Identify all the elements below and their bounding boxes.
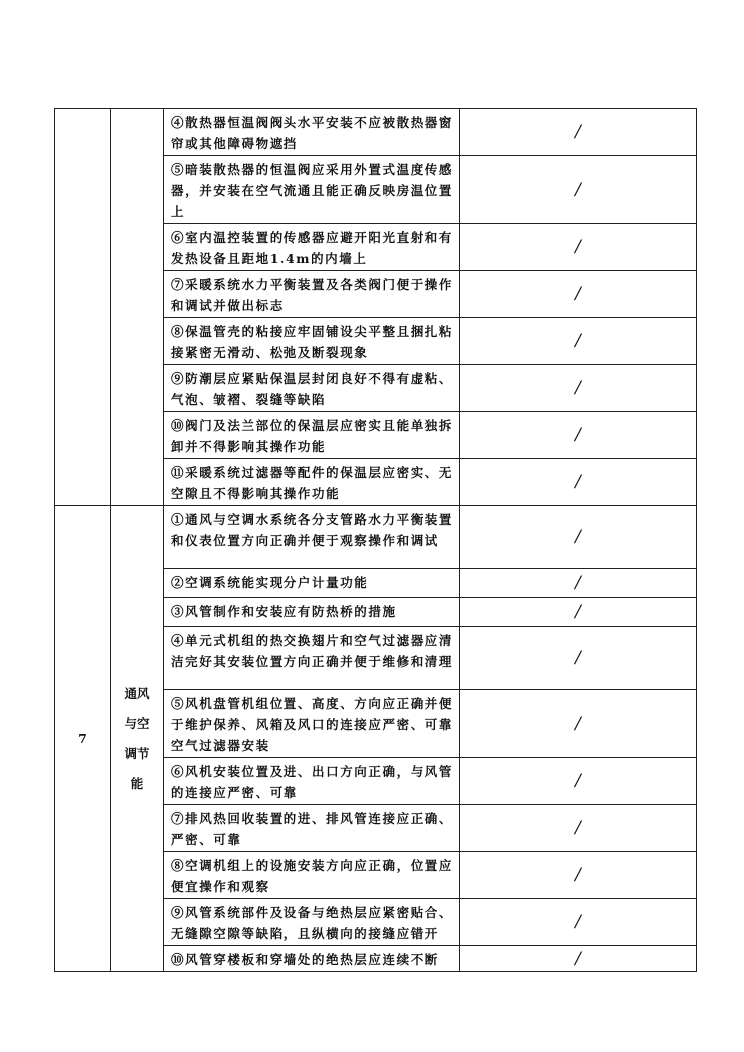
category-line: 调节 bbox=[124, 745, 150, 761]
item-text: ⑨风管系统部件及设备与绝热层应紧密贴合、无缝隙空隙等缺陷，且纵横向的接缝应错开 bbox=[164, 899, 460, 946]
inspection-table bbox=[54, 108, 697, 972]
item-result: / bbox=[460, 946, 697, 972]
item-result: / bbox=[460, 156, 697, 224]
table-row bbox=[55, 109, 697, 156]
item-result: / bbox=[460, 318, 697, 365]
item-text: ⑤暗装散热器的恒温阀应采用外置式温度传感器，并安装在空气流通且能正确反映房温位置上 bbox=[164, 156, 460, 224]
item-text: ⑨防潮层应紧贴保温层封闭良好不得有虚粘、气泡、皱褶、裂缝等缺陷 bbox=[164, 365, 460, 412]
item-text: ③风管制作和安装应有防热桥的措施 bbox=[164, 598, 460, 627]
item-text: ⑩阀门及法兰部位的保温层应密实且能单独拆卸并不得影响其操作功能 bbox=[164, 412, 460, 459]
item-text: ⑥风机安装位置及进、出口方向正确，与风管的连接应严密、可靠 bbox=[164, 758, 460, 805]
item-result: / bbox=[460, 598, 697, 627]
item-result: / bbox=[460, 569, 697, 598]
section-category bbox=[111, 506, 164, 972]
item-text: ⑧空调机组上的设施安装方向应正确，位置应便宜操作和观察 bbox=[164, 852, 460, 899]
item-result: / bbox=[460, 758, 697, 805]
item-result: / bbox=[460, 459, 697, 506]
item-text: ①通风与空调水系统各分支管路水力平衡装置和仪表位置方向正确并便于观察操作和调试 bbox=[164, 506, 460, 569]
item-text: ⑩风管穿楼板和穿墙处的绝热层应连续不断 bbox=[164, 946, 460, 972]
item-result: / bbox=[460, 224, 697, 271]
item-text: ⑤风机盘管机组位置、高度、方向应正确并便于维护保养、风箱及风口的连接应严密、可靠空气过滤器安装 bbox=[164, 690, 460, 758]
item-text: ②空调系统能实现分户计量功能 bbox=[164, 569, 460, 598]
table-row bbox=[55, 506, 697, 569]
category-line: 通风 bbox=[124, 685, 150, 701]
section-number: 7 bbox=[55, 506, 111, 972]
item-text: ⑪采暖系统过滤器等配件的保温层应密实、无空隙且不得影响其操作功能 bbox=[164, 459, 460, 506]
item-text: ⑧保温管壳的粘接应牢固铺设尖平整且捆扎粘接紧密无滑动、松弛及断裂现象 bbox=[164, 318, 460, 365]
item-text: ⑦采暖系统水力平衡装置及各类阀门便于操作和调试并做出标志 bbox=[164, 271, 460, 318]
item-result: / bbox=[460, 412, 697, 459]
category-line: 能 bbox=[130, 775, 144, 791]
item-result: / bbox=[460, 627, 697, 690]
item-result: / bbox=[460, 899, 697, 946]
item-result: / bbox=[460, 109, 697, 156]
item-text: ④散热器恒温阀阀头水平安装不应被散热器窗帘或其他障碍物遮挡 bbox=[164, 109, 460, 156]
item-result: / bbox=[460, 271, 697, 318]
item-text: ④单元式机组的热交换翅片和空气过滤器应清洁完好其安装位置方向正确并便于维修和清理 bbox=[164, 627, 460, 690]
item-result: / bbox=[460, 690, 697, 758]
item-text: ⑦排风热回收装置的进、排风管连接应正确、严密、可靠 bbox=[164, 805, 460, 852]
item-result: / bbox=[460, 506, 697, 569]
item-result: / bbox=[460, 365, 697, 412]
category-line: 与空 bbox=[124, 715, 150, 731]
item-result: / bbox=[460, 805, 697, 852]
item-text: ⑥室内温控装置的传感器应避开阳光直射和有发热设备且距地1.4m的内墙上 bbox=[164, 224, 460, 271]
section-number-cell bbox=[55, 109, 111, 506]
item-result: / bbox=[460, 852, 697, 899]
section-category-cell bbox=[111, 109, 164, 506]
